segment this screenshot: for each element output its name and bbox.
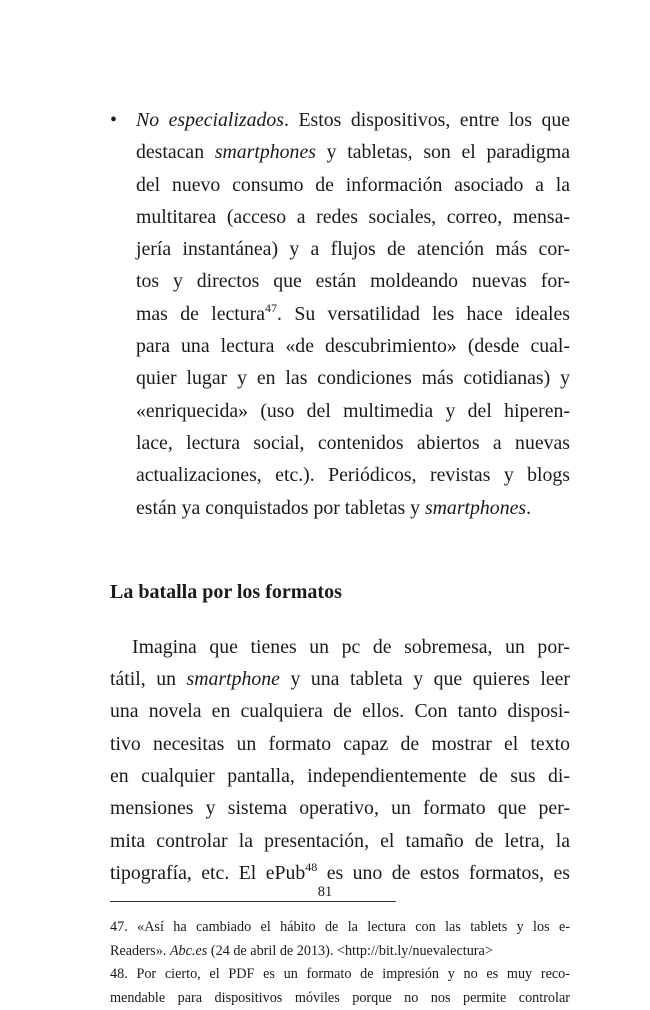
bullet-line: lace, lectura social, contenidos abiertos a nuevas (136, 431, 570, 454)
paragraph-line: mita controlar la presentación, el tamaño de letra, la (110, 829, 570, 852)
bullet-line: del nuevo consumo de información asociado a la (136, 173, 570, 196)
bullet-line: actualizaciones, etc.). Periódicos, revistas y blogs (136, 464, 570, 487)
paragraph-line: Imagina que tienes un pc de sobremesa, un por- (132, 635, 570, 658)
bullet-line: quier lugar y en las condiciones más cotidianas) y (136, 367, 570, 390)
section-heading: La batalla por los formatos (110, 580, 342, 603)
footnote-ref-47: 47 (265, 300, 278, 315)
bullet-line: están ya conquistados por tabletas y smartphones. (136, 496, 532, 519)
paragraph-line: tipografía, etc. El ePub$^{48}$ es uno de estos formatos, es (110, 859, 570, 884)
paragraph-line: tátil, un smartphone y una tableta y que quieres leer (110, 668, 570, 691)
footnote-divider (110, 901, 396, 902)
page-content (110, 104, 570, 1010)
bullet-line: destacan smartphones y tabletas, son el paradigma (136, 141, 570, 164)
footnote-47-line: Readers». Abc.es (24 de abril de 2013). <http://bit.ly/nuevalectura> (110, 942, 493, 959)
footnotes (110, 916, 570, 1010)
page-number: 81 (317, 884, 333, 900)
paragraph-line: en cualquier pantalla, independientemente de sus di- (110, 765, 570, 788)
bullet-line: tos y directos que están moldeando nuevas for- (136, 270, 570, 293)
bullet-line: «enriquecida» (uso del multimedia y del hiperen- (136, 399, 570, 422)
bullet-icon: • (110, 109, 117, 131)
footnote-47-line: 47. «Así ha cambiado el hábito de la lectura con las tablets y los e- (110, 919, 570, 936)
paragraph-line: tivo necesitas un formato capaz de mostrar el texto (110, 732, 570, 755)
bullet-line: para una lectura «de descubrimiento» (desde cual- (136, 335, 570, 358)
footnote-ref-48: 48 (305, 859, 318, 874)
body-paragraph (110, 631, 570, 889)
bullet-line: jería instantánea) y a flujos de atención más cor- (136, 238, 570, 261)
bullet-line: multitarea (acceso a redes sociales, correo, mensa- (136, 205, 570, 228)
bullet-term: No especializados (136, 109, 284, 131)
footnote-48-line: mendable para dispositivos móviles porque no nos permite controlar (110, 989, 570, 1006)
paragraph-line: mensiones y sistema operativo, un formato que per- (110, 797, 570, 820)
bullet-line: No especializados. Estos dispositivos, entre los que (136, 109, 571, 131)
paragraph-line: una novela en cualquiera de ellos. Con tanto disposi- (110, 700, 570, 723)
bullet-item-no-especializados (110, 104, 570, 524)
bullet-line: mas de lectura$^{47}$. Su versatilidad les hace ideales (136, 300, 570, 325)
footnote-48-line: 48. Por cierto, el PDF es un formato de impresión y no es muy reco- (110, 966, 570, 983)
